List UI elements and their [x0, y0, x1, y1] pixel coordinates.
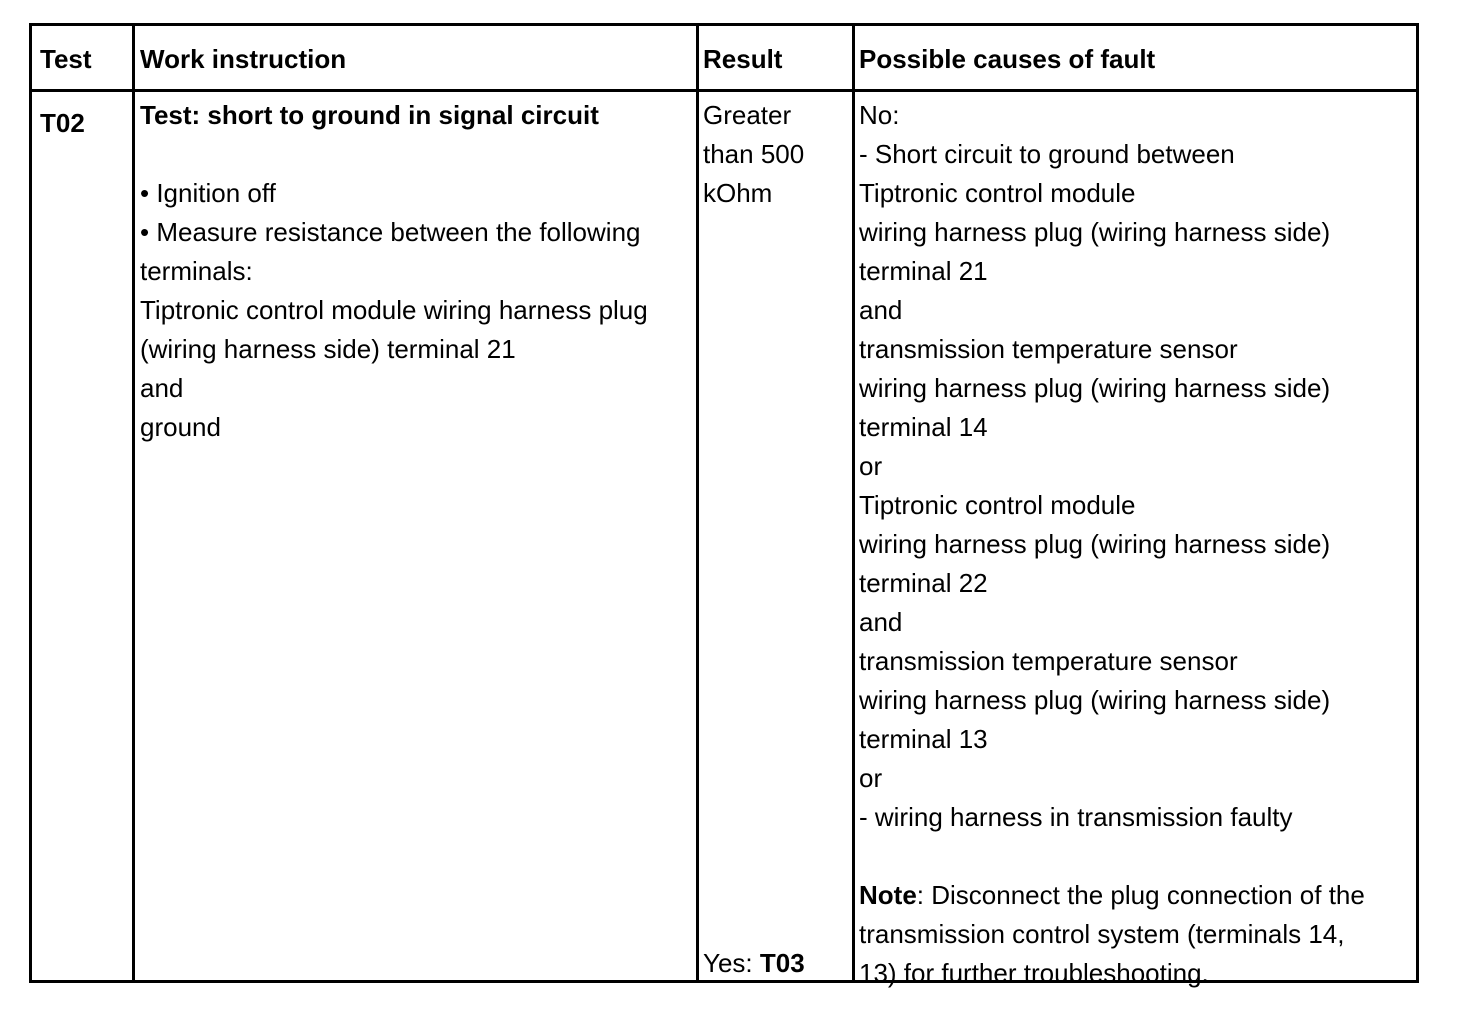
procedure-table [29, 23, 1419, 988]
test-id: T02 [40, 108, 85, 138]
work-line: ground [140, 412, 221, 442]
result-line: than 500 [703, 139, 805, 169]
cause-line: terminal 13 [859, 724, 988, 754]
cause-line: Tiptronic control module [859, 490, 1136, 520]
result-line: kOhm [703, 178, 773, 208]
cause-line: and [859, 607, 903, 637]
column-divider-test [132, 26, 135, 980]
cause-line: terminal 22 [859, 568, 988, 598]
column-divider-work [696, 26, 699, 980]
header-result: Result [703, 44, 783, 74]
header-test: Test [40, 44, 92, 74]
work-line: and [140, 373, 184, 403]
cause-line: wiring harness plug (wiring harness side) [859, 217, 1331, 247]
cause-line: wiring harness plug (wiring harness side) [859, 373, 1331, 403]
header-possible-causes: Possible causes of fault [859, 44, 1156, 74]
cause-line: wiring harness plug (wiring harness side) [859, 685, 1331, 715]
cause-line: or [859, 763, 883, 793]
note-text: : Disconnect the plug connection of the [916, 880, 1365, 910]
work-title: Test: short to ground in signal circuit [140, 100, 599, 130]
note-label: Note [859, 880, 917, 910]
column-divider-result [852, 26, 855, 980]
spacer [859, 837, 1365, 876]
note-line [859, 876, 1365, 915]
cause-line: Tiptronic control module [859, 178, 1136, 208]
result-line: Greater [703, 100, 792, 130]
cause-line: - wiring harness in transmission faulty [859, 802, 1293, 832]
cause-line: terminal 21 [859, 256, 988, 286]
result-cell [703, 96, 804, 213]
work-line: • Ignition off [140, 178, 276, 208]
note-line: 13) for further troubleshooting. [859, 958, 1209, 988]
cause-line: and [859, 295, 903, 325]
result-yes-prefix: Yes: [703, 948, 760, 978]
work-line: terminals: [140, 256, 253, 286]
work-line: Tiptronic control module wiring harness plug [140, 295, 648, 325]
cause-line: transmission temperature sensor [859, 334, 1238, 364]
spacer [140, 135, 648, 174]
cause-line: terminal 14 [859, 412, 988, 442]
note-line: transmission control system (terminals 14, [859, 919, 1345, 949]
cause-line: wiring harness plug (wiring harness side) [859, 529, 1331, 559]
cause-line: No: [859, 100, 900, 130]
header-divider [32, 89, 1416, 92]
cause-line: or [859, 451, 883, 481]
header-work-instruction: Work instruction [140, 44, 347, 74]
work-line: • Measure resistance between the following [140, 217, 641, 247]
work-line: (wiring harness side) terminal 21 [140, 334, 516, 364]
result-yes [703, 944, 805, 983]
result-yes-target: T03 [759, 948, 805, 978]
possible-causes-cell [859, 96, 1365, 993]
cause-line: - Short circuit to ground between [859, 139, 1235, 169]
cause-line: transmission temperature sensor [859, 646, 1238, 676]
work-instruction-cell [140, 96, 648, 447]
